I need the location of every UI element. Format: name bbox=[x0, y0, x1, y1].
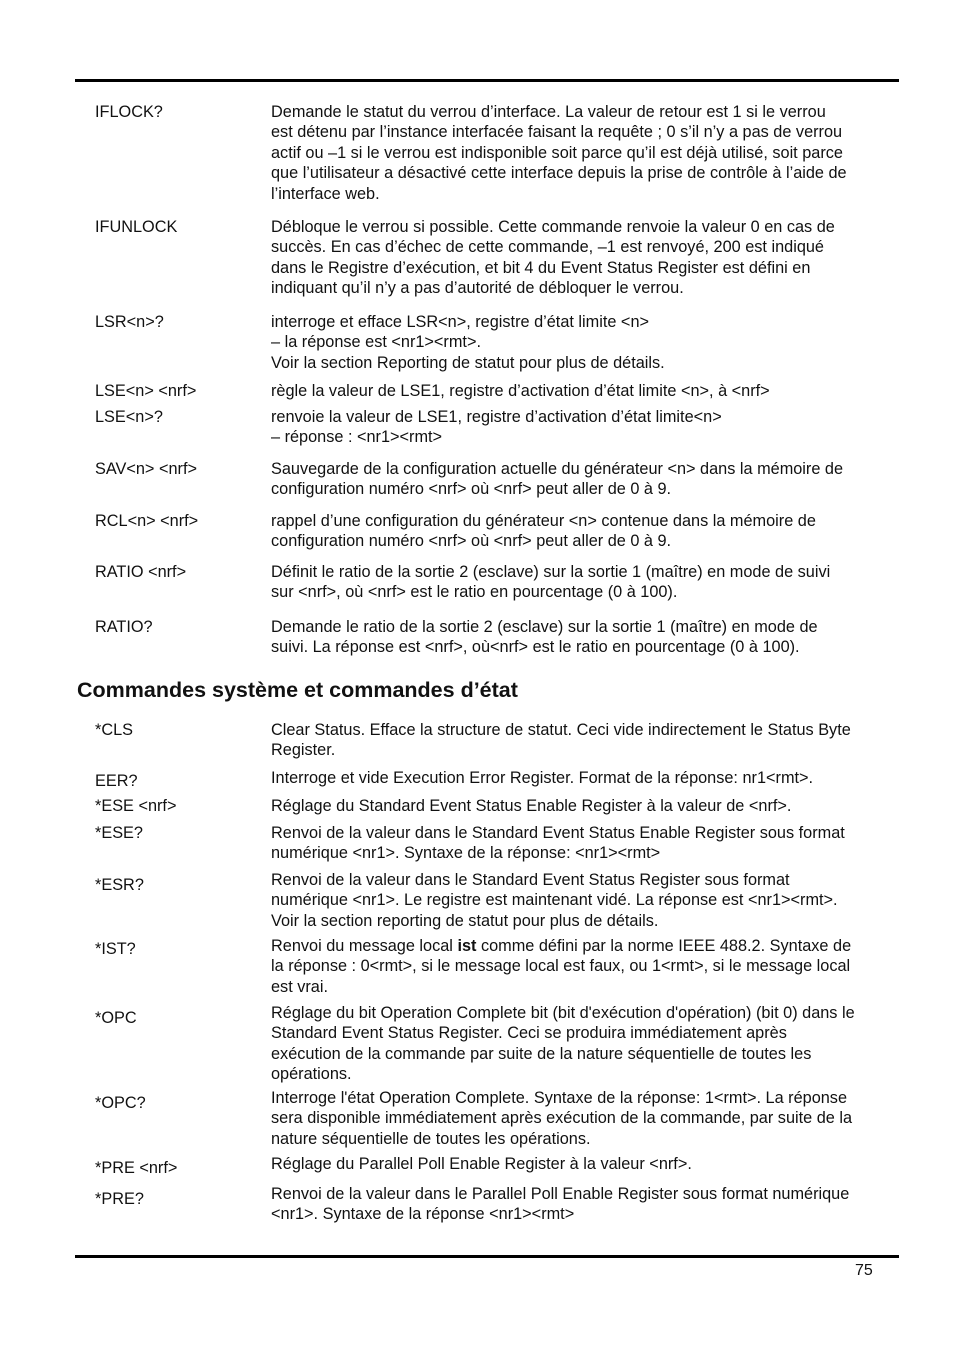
description-line: configuration numéro <nrf> où <nrf> peut aller de 0 à 9. bbox=[271, 480, 672, 499]
description-line: Voir la section reporting de statut pour plus de détails. bbox=[271, 911, 659, 930]
section-heading: Commandes système et commandes d’état bbox=[77, 678, 518, 702]
command-description bbox=[271, 511, 907, 552]
description-line: Voir la section Reporting de statut pour plus de détails. bbox=[271, 353, 665, 372]
description-line: rappel d’une configuration du générateur <n> contenue dans la mémoire de bbox=[271, 512, 816, 530]
description-line: Définit le ratio de la sortie 2 (esclave) sur la sortie 1 (maître) en mode de suivi bbox=[271, 563, 831, 581]
description-line: numérique <nr1>. Le registre est maintenant vidé. La réponse est <nr1><rmt>. bbox=[271, 891, 838, 910]
description-line: est détenu par l’instance interfacée faisant la requête ; 0 s’il n’y a pas de verrou bbox=[271, 123, 843, 142]
description-line: interroge et efface LSR<n>, registre d’état limite <n> bbox=[271, 313, 650, 331]
command-name: *PRE? bbox=[95, 1190, 144, 1208]
command-description bbox=[271, 936, 907, 997]
description-line: Sauvegarde de la configuration actuelle du générateur <n> dans la mémoire de bbox=[271, 460, 844, 478]
command-description bbox=[271, 1003, 907, 1085]
command-description bbox=[271, 217, 907, 299]
description-line: indiquant qu’il n’y a pas d’autorité de débloquer le verrou. bbox=[271, 279, 684, 298]
bottom-rule bbox=[75, 1255, 899, 1258]
command-name: *ESE? bbox=[95, 824, 143, 842]
command-description bbox=[271, 823, 907, 864]
description-line: Renvoi de la valeur dans le Standard Event Status Register sous format bbox=[271, 871, 790, 889]
command-description bbox=[271, 459, 907, 500]
command-description bbox=[271, 870, 907, 931]
command-description bbox=[271, 1088, 907, 1149]
description-line: Register. bbox=[271, 741, 336, 760]
command-name: *ESE <nrf> bbox=[95, 797, 177, 815]
top-rule bbox=[75, 79, 899, 82]
description-line: suivi. La réponse est <nrf>, où<nrf> est le ratio en pourcentage (0 à 100). bbox=[271, 638, 800, 657]
command-description bbox=[271, 562, 907, 603]
page-number: 75 bbox=[855, 1262, 873, 1279]
description-line: Réglage du Standard Event Status Enable Register à la valeur de <nrf>. bbox=[271, 797, 792, 815]
description-line: configuration numéro <nrf> où <nrf> peut aller de 0 à 9. bbox=[271, 532, 672, 551]
description-line: Demande le statut du verrou d’interface. La valeur de retour est 1 si le verrou bbox=[271, 103, 826, 121]
command-name: EER? bbox=[95, 772, 138, 790]
description-line: – la réponse est <nr1><rmt>. bbox=[271, 333, 481, 352]
description-line bbox=[271, 936, 907, 956]
description-line: renvoie la valeur de LSE1, registre d’activation d’état limite<n> bbox=[271, 408, 722, 426]
description-text: Renvoi du message local bbox=[271, 937, 458, 955]
command-description bbox=[271, 617, 907, 658]
command-description bbox=[271, 1184, 907, 1225]
bold-term: ist bbox=[457, 937, 477, 955]
description-line: la réponse : 0<rmt>, si le message local est faux, ou 1<rmt>, si le message local bbox=[271, 957, 851, 976]
command-name: LSR<n>? bbox=[95, 313, 164, 331]
command-description bbox=[271, 102, 907, 204]
description-line: Réglage du bit Operation Complete bit (bit d'exécution d'opération) (bit 0) dans le bbox=[271, 1004, 855, 1022]
description-line: Réglage du Parallel Poll Enable Register à la valeur <nrf>. bbox=[271, 1155, 692, 1173]
description-line: dans le Registre d’exécution, et bit 4 du Event Status Register est défini en bbox=[271, 258, 811, 277]
command-name: *PRE <nrf> bbox=[95, 1159, 178, 1177]
command-name: IFLOCK? bbox=[95, 103, 163, 121]
command-description bbox=[271, 407, 907, 448]
command-name: *ESR? bbox=[95, 876, 144, 894]
command-name: IFUNLOCK bbox=[95, 218, 178, 236]
description-line: règle la valeur de LSE1, registre d’activation d’état limite <n>, à <nrf> bbox=[271, 382, 770, 400]
description-line: Interroge l'état Operation Complete. Syntaxe de la réponse: 1<rmt>. La réponse bbox=[271, 1089, 848, 1107]
description-line: l’interface web. bbox=[271, 184, 380, 203]
command-name: *CLS bbox=[95, 721, 134, 739]
description-line: Clear Status. Efface la structure de statut. Ceci vide indirectement le Status Byte bbox=[271, 721, 851, 739]
command-name: LSE<n> <nrf> bbox=[95, 382, 197, 400]
description-line: sur <nrf>, où <nrf> est le ratio en pourcentage (0 à 100). bbox=[271, 583, 678, 602]
command-name: *OPC? bbox=[95, 1094, 146, 1112]
command-name: RCL<n> <nrf> bbox=[95, 512, 199, 530]
description-line: opérations. bbox=[271, 1065, 352, 1084]
command-description bbox=[271, 1154, 907, 1174]
description-line: est vrai. bbox=[271, 977, 329, 996]
command-description bbox=[271, 720, 907, 761]
description-line: Débloque le verrou si possible. Cette commande renvoie la valeur 0 en cas de bbox=[271, 218, 835, 236]
description-line: Renvoi de la valeur dans le Parallel Poll Enable Register sous format numérique bbox=[271, 1185, 850, 1203]
command-name: SAV<n> <nrf> bbox=[95, 460, 197, 478]
description-line: Standard Event Status Register. Ceci se produira immédiatement après bbox=[271, 1024, 787, 1043]
description-line: Renvoi de la valeur dans le Standard Event Status Enable Register sous format bbox=[271, 824, 845, 842]
command-name: *IST? bbox=[95, 940, 136, 958]
command-description bbox=[271, 796, 907, 816]
command-description bbox=[271, 768, 907, 788]
command-description bbox=[271, 381, 907, 401]
description-line: Demande le ratio de la sortie 2 (esclave) sur la sortie 1 (maître) en mode de bbox=[271, 618, 818, 636]
description-line: succès. En cas d’échec de cette commande, –1 est renvoyé, 200 est indiqué bbox=[271, 238, 824, 257]
command-name: RATIO <nrf> bbox=[95, 563, 187, 581]
description-line: que l’utilisateur a désactivé cette interface depuis la prise de contrôle à l’aide de bbox=[271, 164, 847, 183]
command-description bbox=[271, 312, 907, 373]
description-line: exécution de la commande par suite de la nature séquentielle de toutes les bbox=[271, 1044, 812, 1063]
description-line: numérique <nr1>. Syntaxe de la réponse: <nr1><rmt> bbox=[271, 844, 661, 863]
description-line: sera disponible immédiatement après exécution de la commande, par suite de la bbox=[271, 1109, 853, 1128]
description-line: nature séquentielle de toutes les opérations. bbox=[271, 1129, 591, 1148]
description-line: – réponse : <nr1><rmt> bbox=[271, 428, 443, 447]
command-name: LSE<n>? bbox=[95, 408, 163, 426]
description-line: Interroge et vide Execution Error Register. Format de la réponse: nr1<rmt>. bbox=[271, 769, 814, 787]
command-name: *OPC bbox=[95, 1009, 137, 1027]
description-line: actif ou –1 si le verrou est indisponible soit parce qu’il est déjà utilisé, soit parce bbox=[271, 143, 843, 162]
description-text: comme défini par la norme IEEE 488.2. Syntaxe de bbox=[476, 937, 852, 955]
description-line: <nr1>. Syntaxe de la réponse <nr1><rmt> bbox=[271, 1205, 575, 1224]
command-name: RATIO? bbox=[95, 618, 153, 636]
